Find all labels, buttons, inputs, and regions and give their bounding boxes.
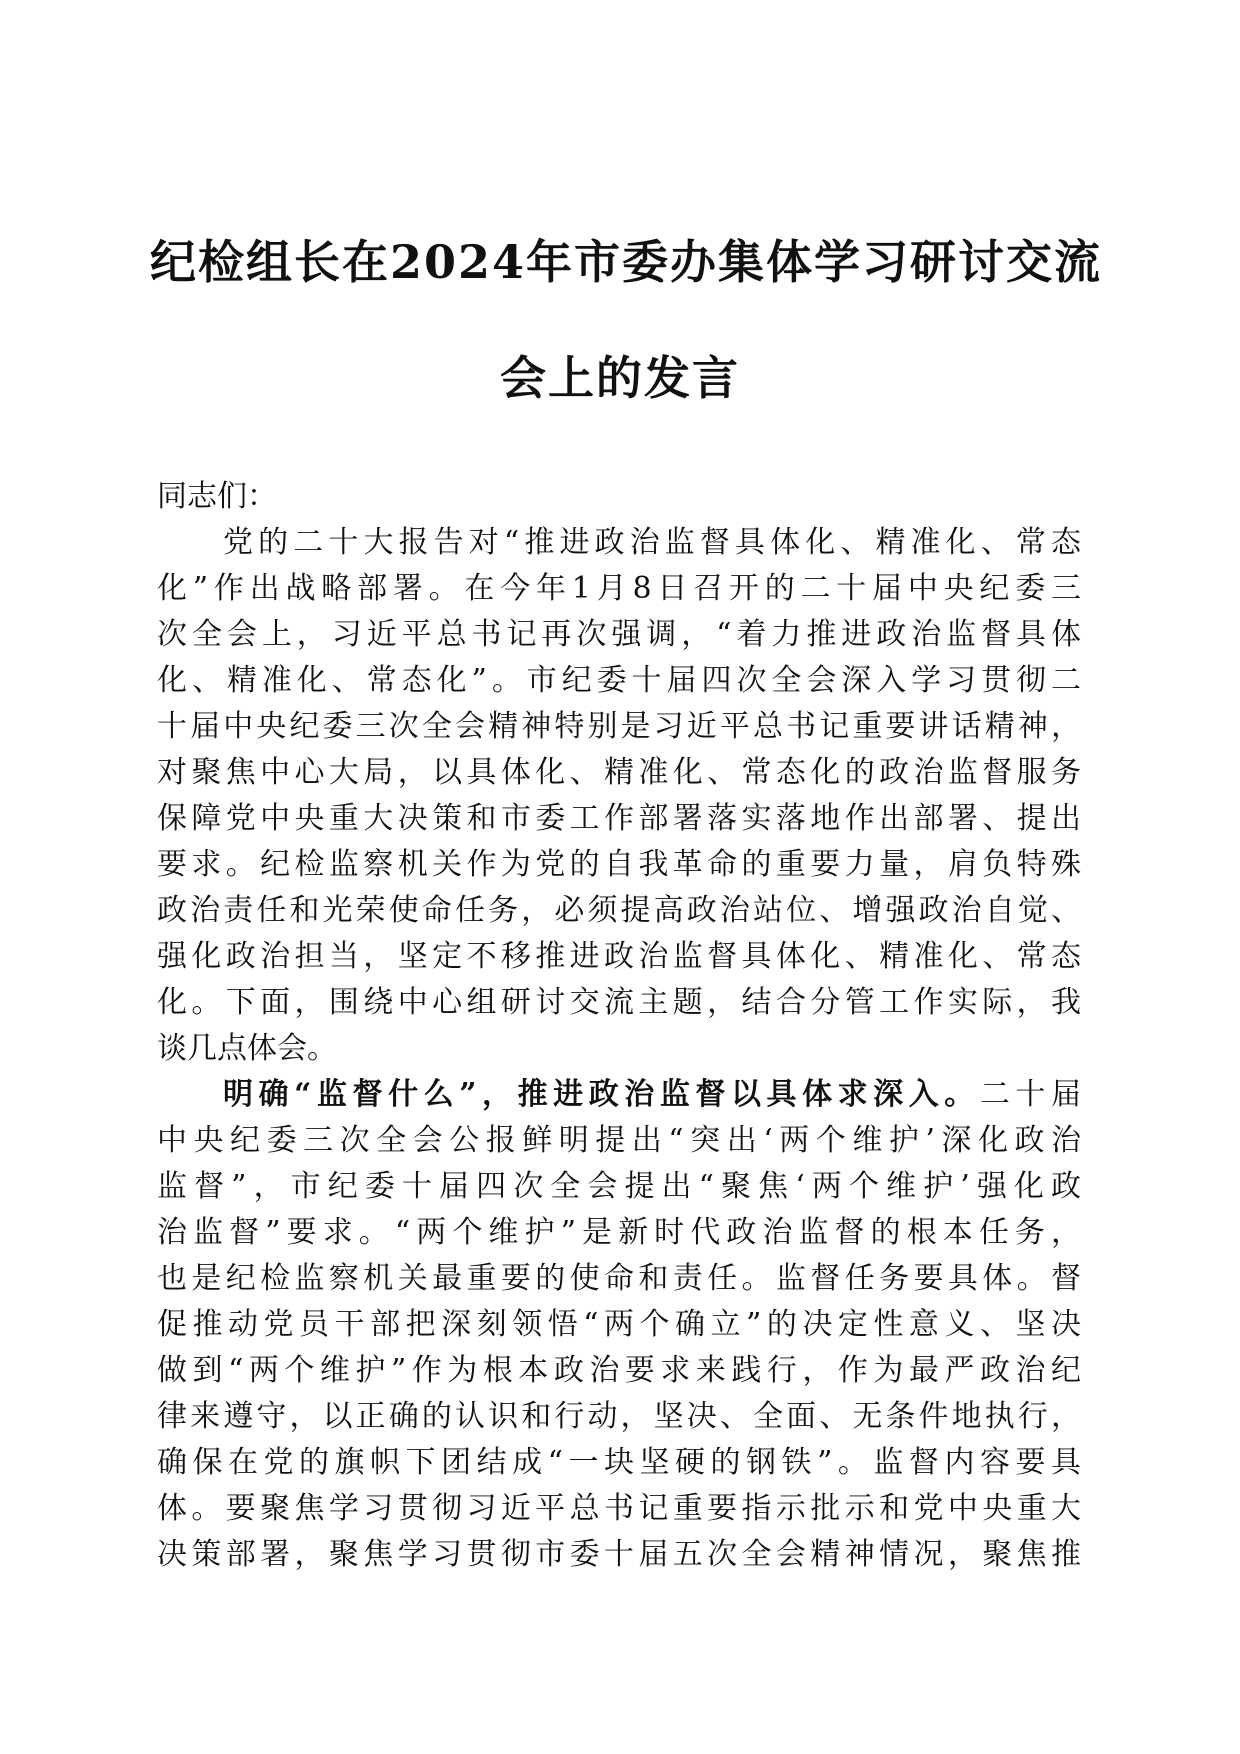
paragraph-1-line: 对聚焦中心大局，以具体化、精准化、常态化的政治监督服务 [157, 755, 1081, 790]
paragraph-2-line: 做到“两个维护”作为根本政治要求来践行，作为最严政治纪 [157, 1353, 1081, 1388]
paragraph-2-first-line [223, 1072, 1081, 1118]
paragraph-2-line: 治监督”要求。“两个维护”是新时代政治监督的根本任务， [157, 1215, 1081, 1250]
paragraph-2-line: 体。要聚焦学习贯彻习近平总书记重要指示批示和党中央重大 [157, 1491, 1081, 1526]
paragraph-2-line: 中央纪委三次全会公报鲜明提出“突出‘两个维护’深化政治 [157, 1123, 1081, 1158]
paragraph-1-line: 党的二十大报告对“推进政治监督具体化、精准化、常态 [223, 525, 1081, 560]
paragraph-1-line: 保障党中央重大决策和市委工作部署落实落地作出部署、提出 [157, 801, 1081, 836]
paragraph-2-line: 监督”，市纪委十届四次全会提出“聚焦‘两个维护’强化政 [157, 1169, 1081, 1204]
paragraph-1-line: 化”作出战略部署。在今年1月8日召开的二十届中央纪委三 [157, 571, 1081, 606]
paragraph-2-line: 决策部署，聚焦学习贯彻市委十届五次全会精神情况，聚焦推 [157, 1537, 1081, 1572]
paragraph-1-line: 化。下面，围绕中心组研讨交流主题，结合分管工作实际，我 [157, 985, 1081, 1020]
paragraph-2-heading: 明确“监督什么”，推进政治监督以具体求深入。 [223, 1077, 980, 1112]
paragraph-2-line: 促推动党员干部把深刻领悟“两个确立”的决定性意义、坚决 [157, 1307, 1081, 1342]
paragraph-1-line: 强化政治担当，坚定不移推进政治监督具体化、精准化、常态 [157, 939, 1081, 974]
paragraph-1-line: 化、精准化、常态化”。市纪委十届四次全会深入学习贯彻二 [157, 663, 1081, 698]
document-title-line-2: 会上的发言 [500, 351, 740, 405]
paragraph-1-line: 要求。纪检监察机关作为党的自我革命的重要力量，肩负特殊 [157, 847, 1081, 882]
document-title-line-1: 纪检组长在2024年市委办集体学习研讨交流 [150, 235, 1103, 289]
paragraph-2-line: 律来遵守，以正确的认识和行动，坚决、全面、无条件地执行， [157, 1399, 1081, 1434]
paragraph-1-line: 次全会上，习近平总书记再次强调，“着力推进政治监督具体 [157, 617, 1081, 652]
paragraph-2-line: 也是纪检监察机关最重要的使命和责任。监督任务要具体。督 [157, 1261, 1081, 1296]
paragraph-1-line: 十届中央纪委三次全会精神特别是习近平总书记重要讲话精神， [157, 709, 1081, 744]
paragraph-2-line: 确保在党的旗帜下团结成“一块坚硬的钢铁”。监督内容要具 [157, 1445, 1081, 1480]
paragraph-2-first-line-rest: 二十届 [979, 1077, 1081, 1112]
salutation: 同志们： [157, 479, 277, 514]
paragraph-1-line: 谈几点体会。 [157, 1031, 337, 1066]
paragraph-1-line: 政治责任和光荣使命任务，必须提高政治站位、增强政治自觉、 [157, 893, 1081, 928]
